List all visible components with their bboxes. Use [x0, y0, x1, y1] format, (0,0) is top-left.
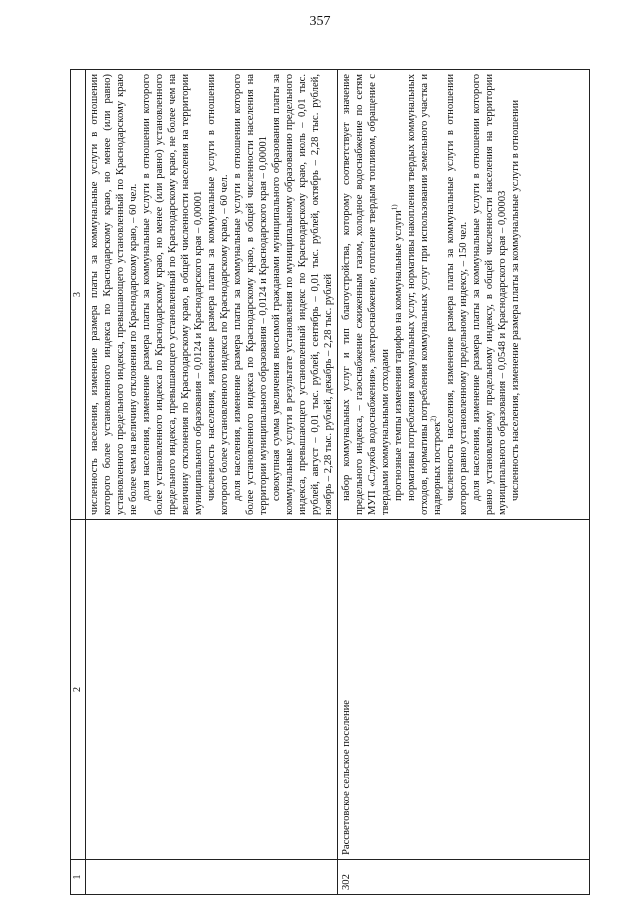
row-content-cell — [338, 70, 590, 520]
row-name-cell — [86, 520, 338, 860]
content-paragraph: набор коммунальных услуг и тип благоустройства, которому соответствует значение предельного индекса, – газоснабжение сжиженным газом, холодное водоснабжение по сетям МУП «Служба водоснабжения», электроснабжение, отопление твердым топливом, обращение с твердыми коммунальными отходами — [341, 74, 391, 515]
footnote-mark: 1) — [390, 204, 399, 211]
content-paragraph: численность населения, изменение размера платы за коммунальные услуги в отношении — [510, 99, 521, 501]
page-number: 357 — [309, 14, 331, 29]
paragraph-text: прогнозные темпы изменения тарифов на коммунальные услуги — [393, 210, 404, 501]
row-content-cell — [86, 70, 338, 520]
paragraph-text: нормативы потребления коммунальных услуг, нормативы накопления твердых коммунальных отходов, нормативы потребления коммунальных услуг при использовании земельного участка и надворных построек — [406, 74, 443, 515]
content-paragraph: численность населения, изменение размера платы за коммунальные услуги в отношении которого более установленного индекса по Краснодарскому краю, – 60 чел. — [206, 74, 230, 515]
content-paragraph: численность населения, изменение размера платы за коммунальные услуги в отношении которого более установленного индекса по Краснодарскому краю, но менее (или равно) установленного предельного индекса, превышающего установленный по Краснодарскому краю не более чем на величину отклонения по Краснодарскому краю, – 60 чел. — [89, 74, 139, 515]
content-paragraph — [392, 74, 405, 515]
content-paragraph: доля населения, изменение размера платы за коммунальные услуги в отношении которого более установленного индекса по Краснодарскому краю, в общей численности населения на территории муниципального образования – 0,0124 и Краснодарского края – 0,00001 — [232, 74, 269, 515]
content-paragraph: доля населения, изменение размера платы за коммунальные услуги в отношении которого равно установленному предельному индексу, в общей численности населения на территории муниципального образования – 0,0548 и Краснодарского края – 0,00003 — [471, 74, 508, 515]
content-paragraph: совокупная сумма увеличения вносимой гражданами муниципального образования платы за коммунальные услуги в результате установления по муниципальному образованию предельного индекса, превышающего установленный индекс по Краснодарскому краю, июль – 0,01 тыс. рублей, август – 0,01 тыс. рублей, сентябрь – 0,01 тыс. рублей, октябрь – 2,28 тыс. рублей, ноябрь – 2,28 тыс. рублей, декабрь – 2,28 тыс. рублей — [271, 74, 334, 515]
row-name-cell: Рассветовское сельское поселение — [338, 520, 590, 860]
content-paragraph — [405, 74, 444, 515]
content-paragraph: численность населения, изменение размера платы за коммунальные услуги в отношении которого равно установленному предельному индексу, – 150 чел. — [445, 74, 469, 515]
header-cell-2: 2 — [71, 520, 86, 860]
table-header-row — [71, 70, 86, 895]
table-row-continuation — [86, 70, 338, 895]
table-row-302 — [338, 70, 590, 895]
header-cell-1: 1 — [71, 860, 86, 895]
row-number-cell: 302 — [338, 860, 590, 895]
data-table — [70, 69, 590, 895]
footnote-mark: 2) — [429, 415, 438, 422]
row-number-cell — [86, 860, 338, 895]
content-paragraph: доля населения, изменение размера платы за коммунальные услуги в отношении которого более установленного индекса по Краснодарскому краю, но менее (или равно) установленного предельного индекса, превышающего установленный по Краснодарскому краю, не более чем на величину отклонения по Краснодарскому краю, в общей численности населения на территории муниципального образования – 0,0124 и Краснодарского края – 0,00001 — [141, 74, 204, 515]
header-cell-3: 3 — [71, 70, 86, 520]
rotated-table-container — [70, 70, 590, 895]
